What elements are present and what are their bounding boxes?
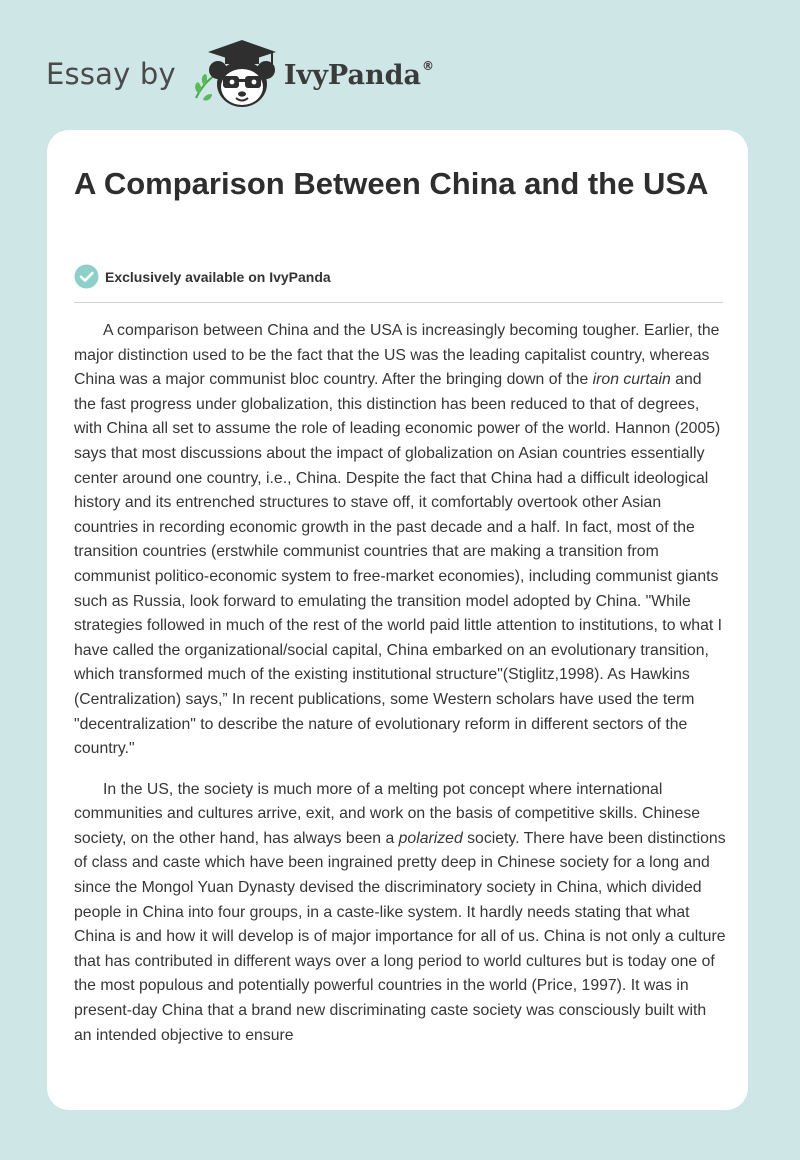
italic-term: polarized bbox=[398, 829, 463, 847]
brand-name: IvyPanda® bbox=[283, 59, 434, 91]
title-divider bbox=[74, 302, 723, 303]
italic-term: iron curtain bbox=[592, 371, 671, 389]
paragraph-text: society. There have been distinctions of class and caste which have been ingrained pretty deep in Chinese society for a long and since the Mongol Yuan Dynasty devised the discriminatory society in China, which divided people in China into four groups, in a caste-like system. It hardly needs stating that what China is and how it will develop is of major importance for all of us. China is not only a culture that has contributed in different ways over a long period to world cultures but is today one of the most populous and potentially powerful countries in the world (Price, 1997). It was in present-day China that a brand new discriminating caste society was consciously built with an intended objective to ensure bbox=[74, 829, 726, 1044]
paragraph-1 bbox=[74, 319, 726, 762]
essay-card bbox=[47, 130, 748, 1110]
paragraph-text: and the fast progress under globalization, this distinction has been reduced to that of degrees, with China all set to assume the role of leading economic power of the world. Hannon (2005) says that most discussions about the impact of globalization on Asian countries essentially center around one country, i.e., China. Despite the fact that China had a difficult ideological history and its entrenched structures to stave off, it comfortably overtook other Asian countries in recording economic growth in the past decade and a half. In fact, most of the transition countries (erstwhile communist countries that are making a transition from communist politico-economic system to free-market economies), including communist giants such as Russia, look forward to emulating the transition model adopted by China. "While strategies followed in much of the rest of the world paid little attention to institutions, to what I have called the organizational/social capital, China embarked on an evolutionary transition, which transformed much of the existing institutional structure"(Stiglitz,1998). As Hawkins (Centralization) says,” In recent publications, some Western scholars have used the term "decentralization" to describe the nature of evolutionary reform in different sectors of the country." bbox=[74, 371, 723, 758]
essay-title: A Comparison Between China and the USA bbox=[74, 166, 709, 201]
exclusive-label: Exclusively available on IvyPanda bbox=[105, 268, 331, 285]
paragraph-2 bbox=[74, 778, 726, 1049]
essay-by-label: Essay by bbox=[46, 57, 176, 91]
panda-logo-icon bbox=[192, 36, 282, 112]
site-header bbox=[46, 36, 434, 112]
paragraph-text: In the US, the society is much more of a melting pot concept where international communities and cultures arrive, exit, and work on the basis of competitive skills. Chinese society, on the other hand, has always been a bbox=[74, 780, 701, 847]
check-circle-icon bbox=[74, 264, 99, 289]
essay-body bbox=[74, 319, 726, 1048]
exclusive-badge bbox=[74, 264, 331, 289]
paragraph-text: A comparison between China and the USA is increasingly becoming tougher. Earlier, the major distinction used to be the fact that the US was the leading capitalist country, whereas China was a major communist bloc country. After the bringing down of the bbox=[74, 322, 720, 389]
